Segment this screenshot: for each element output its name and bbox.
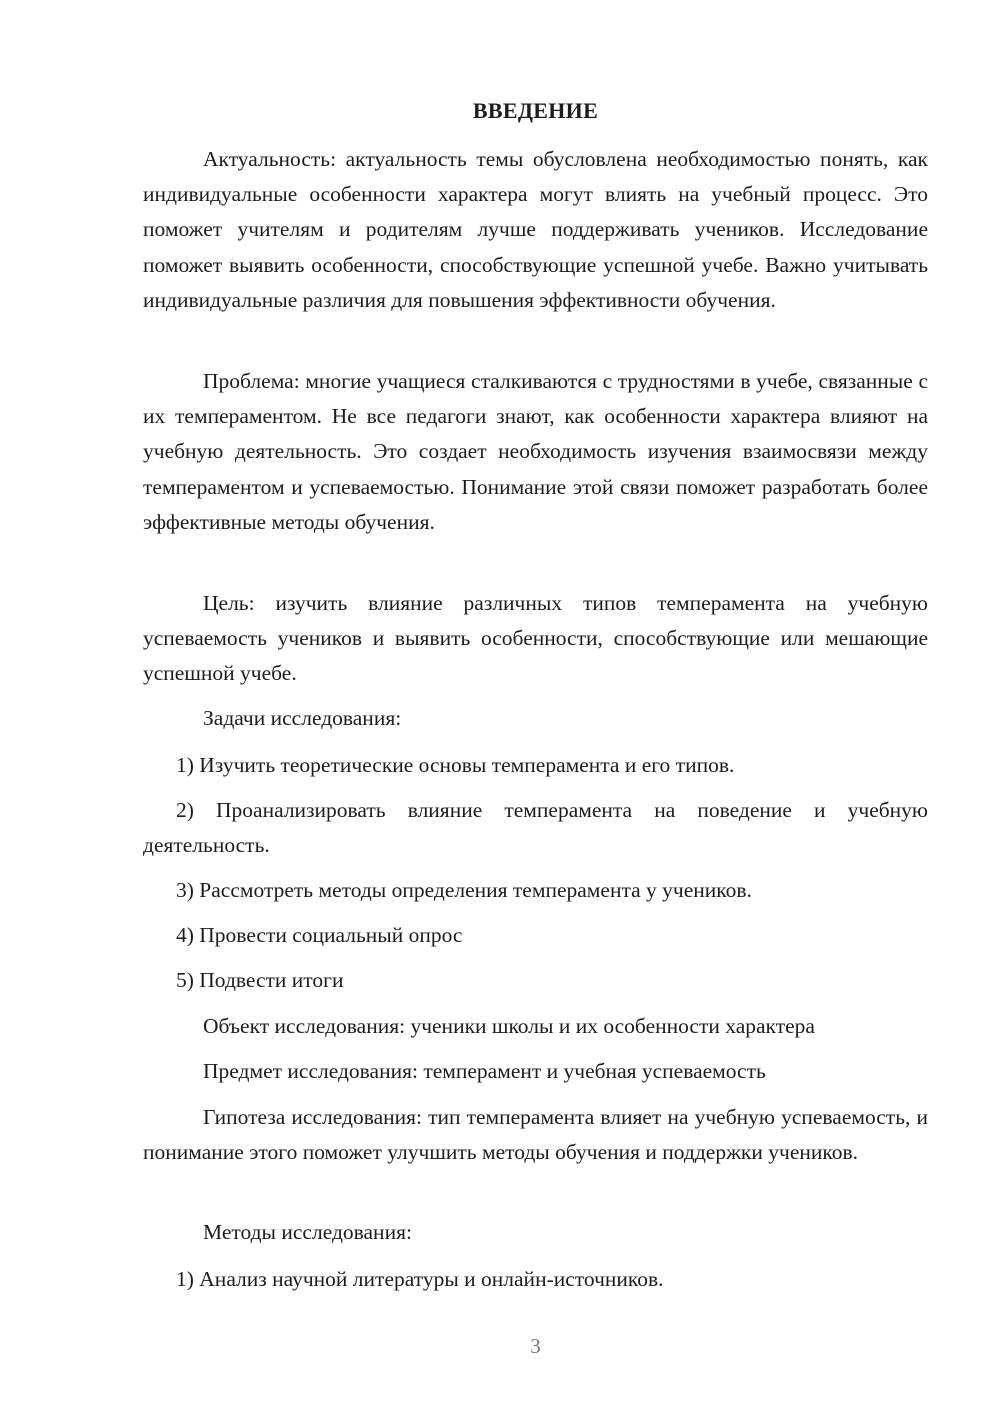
task-item-2: 2) Проанализировать влияние темперамента на поведение и учебную деятельность. — [143, 798, 928, 858]
task-item-4: 4) Провести социальный опрос — [176, 923, 463, 947]
object-line: Объект исследования: ученики школы и их особенности характера — [203, 1014, 815, 1038]
method-item-1: 1) Анализ научной литературы и онлайн-источников. — [176, 1267, 664, 1291]
goal-paragraph: Цель: изучить влияние различных типов темперамента на учебную успеваемость учеников и выявить особенности, способствующие или мешающие успешной учебе. — [143, 591, 928, 686]
problem-paragraph: Проблема: многие учащиеся сталкиваются с трудностями в учебе, связанные с их темпераментом. Не все педагоги знают, как особенности характера влияют на учебную деятельность. Это создает необходимость изучения взаимосвязи между темпераментом и успеваемостью. Понимание этой связи поможет разработать более эффективные методы обучения. — [143, 369, 928, 534]
page-number: 3 — [530, 1334, 541, 1358]
relevance-paragraph: Актуальность: актуальность темы обусловлена необходимостью понять, как индивидуальные особенности характера могут влиять на учебный процесс. Это поможет учителям и родителям лучше поддерживать учеников. Исследование поможет выявить особенности, способствующие успешной учебе. Важно учитывать индивидуальные различия для повышения эффективности обучения. — [143, 147, 928, 312]
subject-line: Предмет исследования: темперамент и учебная успеваемость — [203, 1059, 766, 1083]
task-item-5: 5) Подвести итоги — [176, 968, 344, 992]
section-title: ВВЕДЕНИЕ — [472, 98, 599, 123]
task-item-3: 3) Рассмотреть методы определения темперамента у учеников. — [176, 878, 752, 902]
methods-heading: Методы исследования: — [203, 1220, 412, 1244]
tasks-heading: Задачи исследования: — [203, 706, 402, 730]
task-item-1: 1) Изучить теоретические основы темперамента и его типов. — [176, 753, 735, 777]
hypothesis-paragraph: Гипотеза исследования: тип темперамента влияет на учебную успеваемость, и понимание этого поможет улучшить методы обучения и поддержки учеников. — [143, 1105, 928, 1165]
